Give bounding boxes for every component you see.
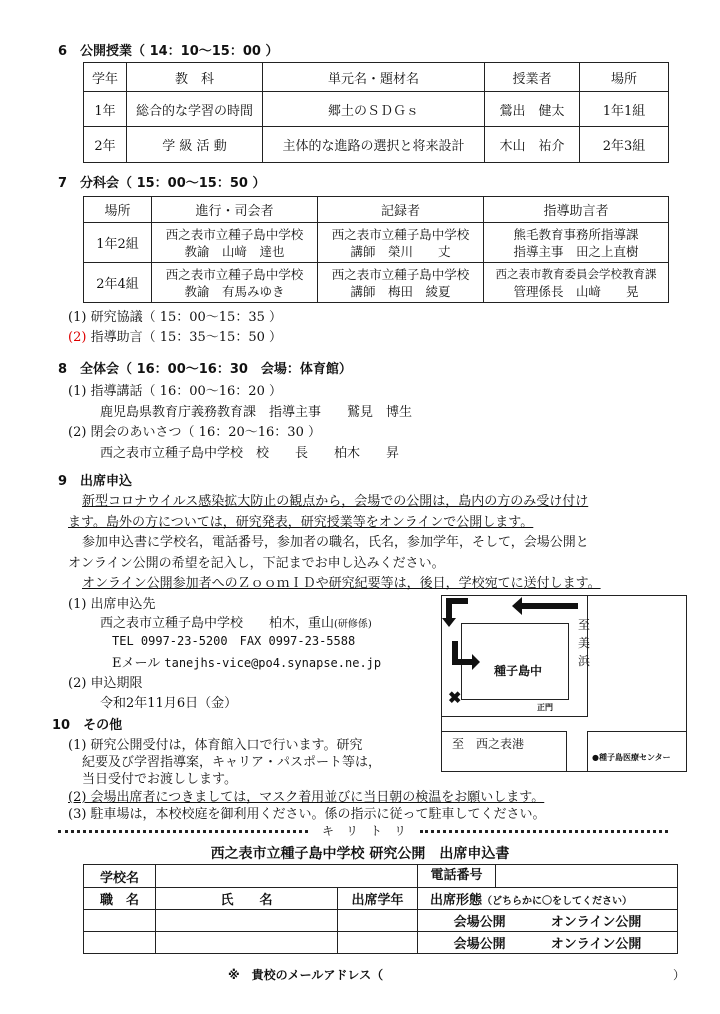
contact-email bbox=[112, 652, 381, 671]
table-row bbox=[84, 263, 669, 303]
table-cell: 1年2組 bbox=[84, 223, 152, 263]
sec10-item3: (3) 駐車場は，本校校庭を御利用ください。係の指示に従って駐車してください。 bbox=[68, 807, 546, 822]
cell-line: 講師 梅田 綾夏 bbox=[350, 283, 451, 299]
name-field[interactable] bbox=[156, 932, 338, 954]
phone-cell bbox=[418, 865, 678, 888]
cell-line: 教諭 山﨑 達也 bbox=[184, 243, 285, 259]
cell-line: 西之表市立種子島中学校 bbox=[331, 266, 470, 282]
cell-line: 熊毛教育事務所指導課 bbox=[513, 226, 639, 242]
sec8-heading: 8 全体会（ 16：00〜16：30 会場：体育館） bbox=[58, 362, 352, 377]
sec8-item2-detail: 西之表市立種子島中学校 校 長 柏木 昇 bbox=[100, 446, 400, 461]
cut-line bbox=[58, 822, 668, 838]
mode-note: （どちらかに〇をしてください） bbox=[482, 896, 633, 907]
header-cell: 場所 bbox=[580, 63, 669, 92]
header-cell: 場所 bbox=[84, 197, 152, 223]
sec9-para2-line2: オンライン公開の希望を記入し，下記までお申し込みください。 bbox=[68, 556, 445, 571]
online-option[interactable]: オンライン公開 bbox=[550, 915, 642, 930]
item-text: 研究協議（ 15：00〜15：35 ） bbox=[90, 310, 282, 325]
cell-line: 西之表市教育委員会学校教育課 bbox=[495, 266, 657, 281]
online-option[interactable]: オンライン公開 bbox=[550, 937, 642, 952]
cell-line: 西之表市立種子島中学校 bbox=[331, 226, 470, 242]
table-row bbox=[84, 92, 669, 127]
table-cell: 2年 bbox=[84, 127, 127, 163]
cut-line-label: キ リ ト リ bbox=[321, 824, 406, 838]
mode-options bbox=[418, 910, 678, 932]
table-cell: 1年1組 bbox=[580, 92, 669, 127]
phone-field[interactable] bbox=[496, 865, 677, 887]
header-cell: 単元名・題材名 bbox=[263, 63, 485, 92]
lesson-table bbox=[83, 62, 669, 163]
sec9-para2-line1: 参加申込書に学校名，電話番号，参加者の職名，氏名，参加学年，そして，会場公開と bbox=[82, 535, 589, 550]
header-cell: 記録者 bbox=[318, 197, 484, 223]
venue-option[interactable]: 会場公開 bbox=[453, 915, 506, 930]
sec7-item2 bbox=[68, 326, 282, 345]
mode-label: 出席形態 bbox=[430, 893, 483, 908]
header-cell: 教 科 bbox=[127, 63, 263, 92]
header-cell: 授業者 bbox=[485, 63, 580, 92]
cell-line: 指導主事 田之上直樹 bbox=[513, 243, 639, 259]
to-misaki-3: 浜 bbox=[578, 654, 591, 668]
table-cell bbox=[484, 223, 669, 263]
sec10-item1-line1: (1) 研究公開受付は，体育館入口で行います。研究 bbox=[68, 738, 363, 753]
contact-tel-fax: TEL 0997-23-5200 FAX 0997-23-5588 bbox=[112, 634, 356, 648]
table-cell bbox=[152, 223, 318, 263]
grade-field[interactable] bbox=[338, 932, 418, 954]
to-port-label: 至 西之表港 bbox=[452, 737, 525, 751]
table-cell: 郷土のＳＤＧｓ bbox=[263, 92, 485, 127]
name-field[interactable] bbox=[156, 910, 338, 932]
contact-address bbox=[100, 612, 372, 631]
sec10-heading: 10 その他 bbox=[52, 718, 123, 733]
grade-header: 出席学年 bbox=[338, 888, 418, 910]
table-cell: 2年3組 bbox=[580, 127, 669, 163]
job-field[interactable] bbox=[84, 932, 156, 954]
header-cell: 学年 bbox=[84, 63, 127, 92]
header-cell: 進行・司会者 bbox=[152, 197, 318, 223]
sec9-notice-line2: ます。島外の方については，研究発表，研究授業等をオンラインで公開します。 bbox=[68, 515, 534, 530]
cross-marker-icon: ✖ bbox=[448, 688, 462, 707]
sec9-heading: 9 出席申込 bbox=[58, 474, 133, 489]
address-note: (研修係) bbox=[334, 619, 372, 630]
hospital-label: ●種子島医療センター bbox=[592, 753, 671, 762]
sec10-item1-line3: 当日受付でお渡しします。 bbox=[82, 772, 237, 787]
sec9-item1: (1) 出席申込先 bbox=[68, 597, 156, 612]
cell-line: 講師 榮川 丈 bbox=[350, 243, 451, 259]
table-cell: 2年4組 bbox=[84, 263, 152, 303]
table-cell: 木山 祐介 bbox=[485, 127, 580, 163]
sec6-heading: 6 公開授業（ 14：10〜15：00 ） bbox=[58, 44, 279, 59]
school-label-cell: 学校名 bbox=[84, 865, 156, 888]
sec8-item1: (1) 指導講話（ 16：00〜16：20 ） bbox=[68, 384, 282, 399]
table-row bbox=[84, 910, 678, 932]
access-map bbox=[441, 595, 687, 772]
to-misaki-1: 至 bbox=[578, 618, 591, 632]
cell-line: 西之表市立種子島中学校 bbox=[165, 226, 304, 242]
sec8-item1-detail: 鹿児島県教育庁義務教育課 指導主事 鷲見 博生 bbox=[100, 405, 413, 420]
table-row bbox=[84, 223, 669, 263]
school-label: 種子島中 bbox=[494, 664, 543, 678]
sec9-online-note: オンライン公開参加者へのＺｏｏｍＩＤや研究紀要等は，後日，学校宛てに送付します。 bbox=[82, 576, 601, 591]
sec10-item1-line2: 紀要及び学習指導案，キャリア・パスポート等は， bbox=[82, 755, 382, 770]
venue-option[interactable]: 会場公開 bbox=[453, 937, 506, 952]
sec9-notice-line1: 新型コロナウイルス感染拡大防止の観点から，会場での公開は，島内の方のみ受け付け bbox=[82, 494, 589, 509]
table-cell: 鶯出 健太 bbox=[485, 92, 580, 127]
email-note-close: ） bbox=[673, 968, 686, 982]
deadline: 令和2年11月6日（金） bbox=[100, 696, 238, 711]
sec8-item2: (2) 閉会のあいさつ（ 16：20〜16：30 ） bbox=[68, 425, 321, 440]
cell-line: 管理係長 山﨑 晃 bbox=[513, 283, 639, 299]
grade-field[interactable] bbox=[338, 910, 418, 932]
sec10-item2: (2) 会場出席者につきましては，マスク着用並びに当日朝の検温をお願いします。 bbox=[68, 790, 545, 805]
table-row bbox=[84, 932, 678, 954]
form-title: 西之表市立種子島中学校 研究公開 出席申込書 bbox=[210, 846, 510, 862]
cell-line: 西之表市立種子島中学校 bbox=[165, 266, 304, 282]
to-misaki-2: 美 bbox=[578, 636, 591, 650]
phone-label: 電話番号 bbox=[418, 865, 496, 887]
mode-options bbox=[418, 932, 678, 954]
item-number: (1) bbox=[68, 310, 87, 325]
name-header: 氏 名 bbox=[156, 888, 338, 910]
gate-label: 正門 bbox=[537, 703, 553, 712]
mode-header bbox=[418, 888, 678, 910]
breakout-table bbox=[83, 196, 669, 303]
table-cell: 学 級 活 動 bbox=[127, 127, 263, 163]
table-cell bbox=[152, 263, 318, 303]
application-form bbox=[83, 864, 678, 954]
table-cell bbox=[318, 263, 484, 303]
job-header: 職 名 bbox=[84, 888, 156, 910]
sec9-item2: (2) 申込期限 bbox=[68, 676, 143, 691]
school-field[interactable] bbox=[156, 865, 418, 888]
table-cell bbox=[484, 263, 669, 303]
table-cell bbox=[318, 223, 484, 263]
address-text: 西之表市立種子島中学校 柏木，重山 bbox=[100, 616, 335, 631]
header-cell: 指導助言者 bbox=[484, 197, 669, 223]
email-label: Eメール bbox=[112, 656, 161, 671]
email-note: ※ 貴校のメールアドレス（ bbox=[228, 968, 384, 982]
table-cell: 主体的な進路の選択と将来設計 bbox=[263, 127, 485, 163]
table-cell: 1年 bbox=[84, 92, 127, 127]
table-row bbox=[84, 127, 669, 163]
email-address: tanejhs-vice@po4.synapse.ne.jp bbox=[164, 656, 382, 670]
cell-line: 教諭 有馬みゆき bbox=[184, 283, 285, 299]
item-text: 指導助言（ 15：35〜15：50 ） bbox=[90, 330, 282, 345]
sec7-item1 bbox=[68, 306, 282, 325]
job-field[interactable] bbox=[84, 910, 156, 932]
table-cell: 総合的な学習の時間 bbox=[127, 92, 263, 127]
sec7-heading: 7 分科会（ 15：00〜15：50 ） bbox=[58, 176, 266, 191]
item-number: (2) bbox=[68, 330, 87, 345]
